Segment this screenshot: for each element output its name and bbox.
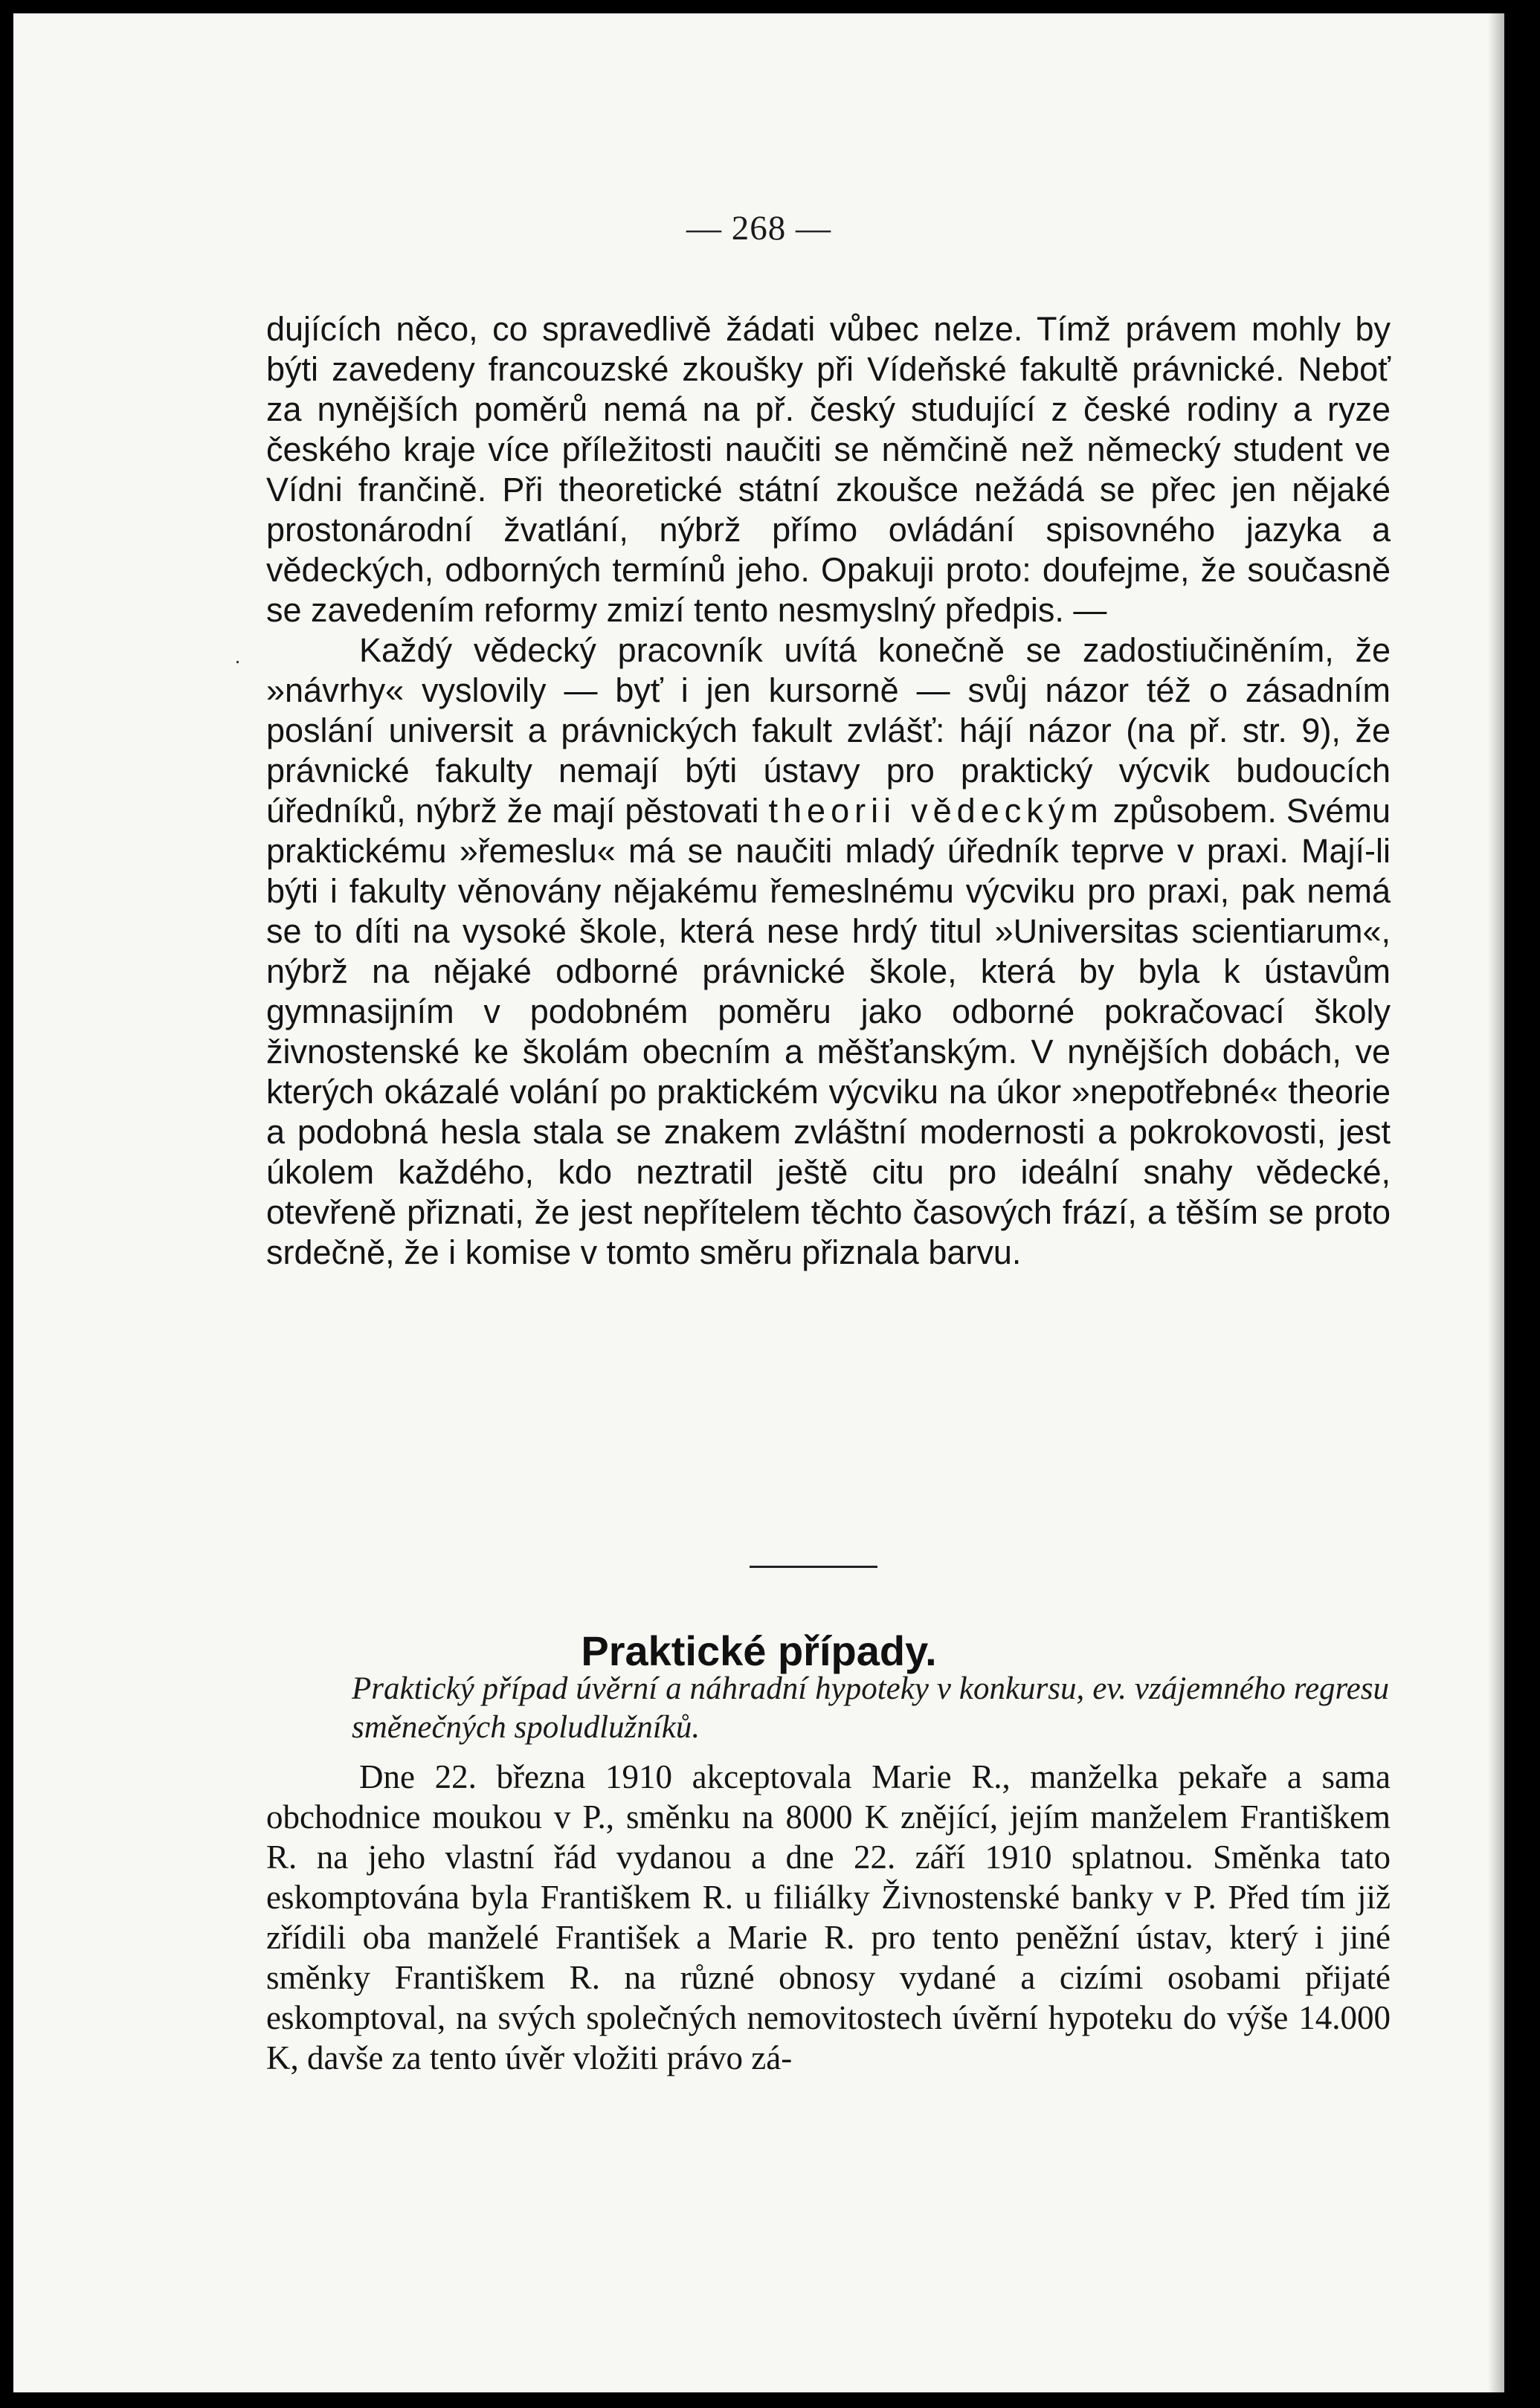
paragraph-2-end: způsobem. Svému praktickému »řemeslu« má se naučiti mladý úředník teprve v praxi. Mají-li býti i fakulty věnovány nějakému řemeslnému výcviku pro praxi, pak nemá se to díti na vysoké škole, která nese hrdý titul »Universitas scientiarum«, nýbrž na nějaké odborné právnické škole, která by byla k ústavům gymnasijním v podobném poměru jako odborné pokračovací školy živnostenské ke školám obecním a měšťanským. V nynějších dobách, ve kterých okázalé volání po praktickém výcviku na úkor »nepotřebné« theorie a podobná hesla stala se znakem zvláštní modernosti a pokrokovosti, jest úkolem každého, kdo neztratil ještě citu pro ideální snahy vědecké, otevřeně přiznati, že jest nepřítelem těchto časových frází, a těším se proto srdečně, že i komise v tomto směru přiznala barvu. [266,792,1391,1271]
paragraph-1: dujících něco, co spravedlivě žádati vůbec nelze. Tímž právem mohly by býti zavedeny francouzské zkoušky při Vídeňské fakultě právnické. Neboť za nynějších poměrů nemá na př. český studující z české rodiny a ryze českého kraje více příležitosti naučiti se němčině než německý student ve Vídni frančině. Při theoretické státní zkoušce nežádá se přec jen nějaké prostonárodní žvatlání, nýbrž přímo ovládání spisovného jazyka a vědeckých, odborných termínů jeho. Opakuji proto: doufejme, že současně se zavedením reformy zmizí tento nesmyslný předpis. — [266,310,1391,629]
spaced-emphasis: theorii vědeckým [768,792,1104,830]
section-heading: Praktické případy. [581,1627,937,1674]
paragraph-2-start: Každý vědecký pracovník uvítá konečně se zadostiučiněním, že »návrhy« vyslovily — byť i jen kursorně — svůj názor též o zásadním poslání universit a právnických fakult zvlášť: hájí názor (na př. str. 9), že právnické fakulty nemají býti ústavy pro praktický výcvik budoucích úředníků, nýbrž že mají pěstovati [266,631,1391,830]
case-text [266,1757,1391,2078]
continuation-text [266,309,1391,1273]
book-page [13,13,1504,2392]
margin-mark: . [235,645,240,668]
case-title: Praktický případ úvěrní a náhradní hypoteky v konkursu, ev. vzájemného regresu směnečných spoludlužníků. [352,1671,1389,1745]
paragraph-2 [266,630,1391,1273]
case-paragraph: Dne 22. března 1910 akceptovala Marie R., manželka pekaře a sama obchodnice moukou v P., směnku na 8000 K znějící, jejím manželem Františkem R. na jeho vlastní řád vydanou a dne 22. září 1910 splatnou. Směnka tato eskomptována byla Františkem R. u filiálky Živnostenské banky v P. Před tím již zřídili oba manželé František a Marie R. pro tento peněžní ústav, který i jiné směnky Františkem R. na různé obnosy vydané a cizími osobami přijaté eskomptoval, na svých společných nemovitostech úvěrní hypoteku do výše 14.000 K, davše za tento úvěr vložiti právo zá- [266,1758,1391,2076]
section-divider [750,1566,877,1568]
page-edge-shadow [1488,13,1504,2392]
page-number: — 268 — [686,209,831,248]
